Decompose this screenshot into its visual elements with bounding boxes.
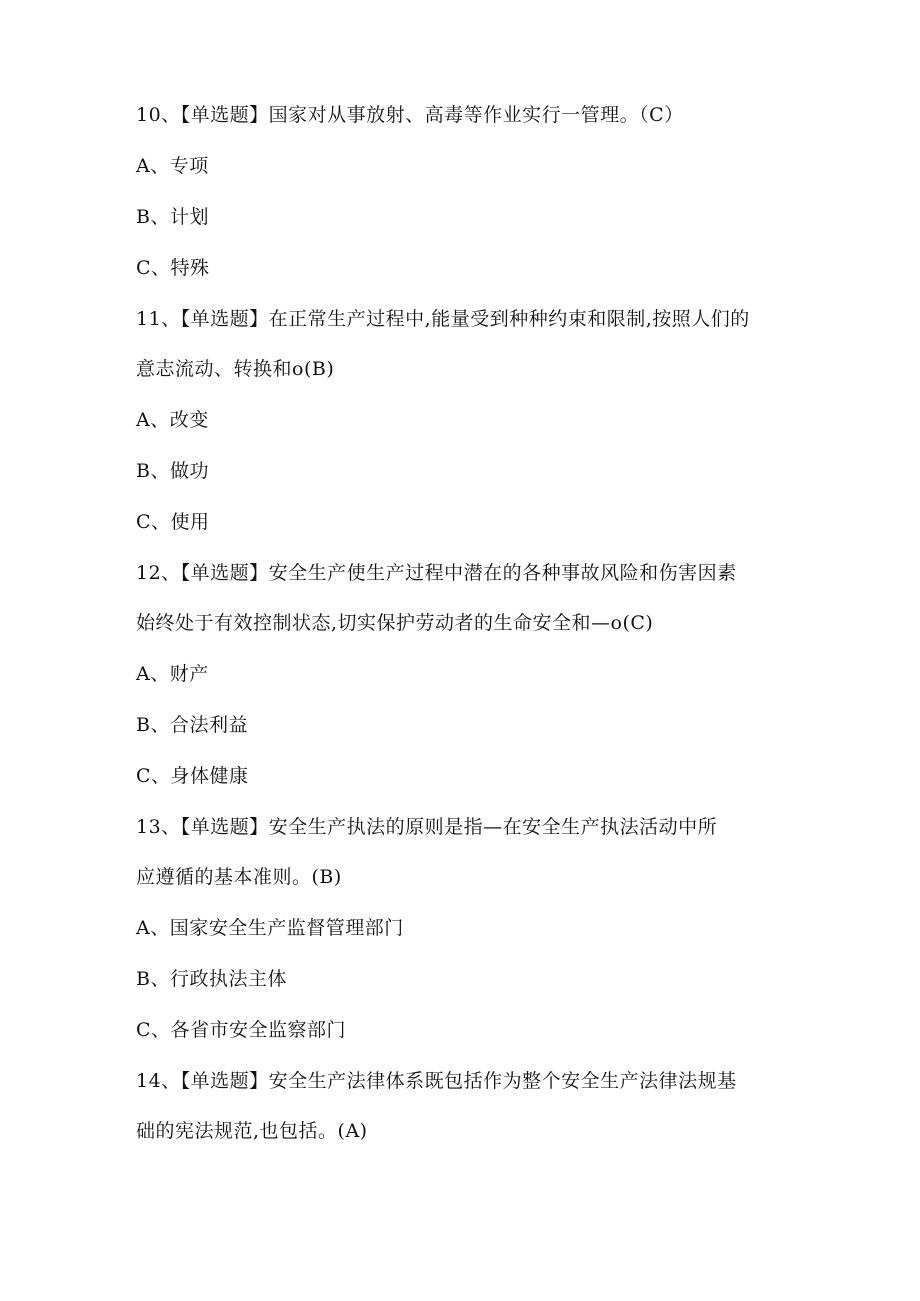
question-12-stem: 12、【单选题】安全生产使生产过程中潜在的各种事故风险和伤害因素 xyxy=(136,562,737,584)
question-10-stem: 10、【单选题】国家对从事放射、高毒等作业实行一管理。（C） xyxy=(136,104,684,126)
question-12-option-b: B、合法利益 xyxy=(136,714,248,736)
question-14-stem: 14、【单选题】安全生产法律体系既包括作为整个安全生产法律法规基 xyxy=(136,1070,737,1092)
question-11-option-a: A、改变 xyxy=(136,409,209,431)
question-13-option-b: B、行政执法主体 xyxy=(136,968,287,990)
question-10-option-a: A、专项 xyxy=(136,155,209,177)
question-12-stem-cont: 始终处于有效控制状态,切实保护劳动者的生命安全和—o(C) xyxy=(136,612,654,634)
question-14-stem-cont: 础的宪法规范,也包括。(A) xyxy=(136,1120,368,1142)
question-11-option-c: C、使用 xyxy=(136,511,210,533)
question-12-option-c: C、身体健康 xyxy=(136,765,249,787)
question-10-option-b: B、计划 xyxy=(136,206,209,228)
question-11-option-b: B、做功 xyxy=(136,460,209,482)
question-11-stem-cont: 意志流动、转换和o(B) xyxy=(136,358,335,380)
question-13-option-a: A、国家安全生产监督管理部门 xyxy=(136,917,404,939)
question-12-option-a: A、财产 xyxy=(136,663,209,685)
question-13-stem-cont: 应遵循的基本准则。(B) xyxy=(136,866,342,888)
question-10-option-c: C、特殊 xyxy=(136,257,210,279)
question-13-stem: 13、【单选题】安全生产执法的原则是指—在安全生产执法活动中所 xyxy=(136,816,718,838)
question-11-stem: 11、【单选题】在正常生产过程中,能量受到种种约束和限制,按照人们的 xyxy=(136,308,750,330)
question-13-option-c: C、各省市安全监察部门 xyxy=(136,1019,347,1041)
